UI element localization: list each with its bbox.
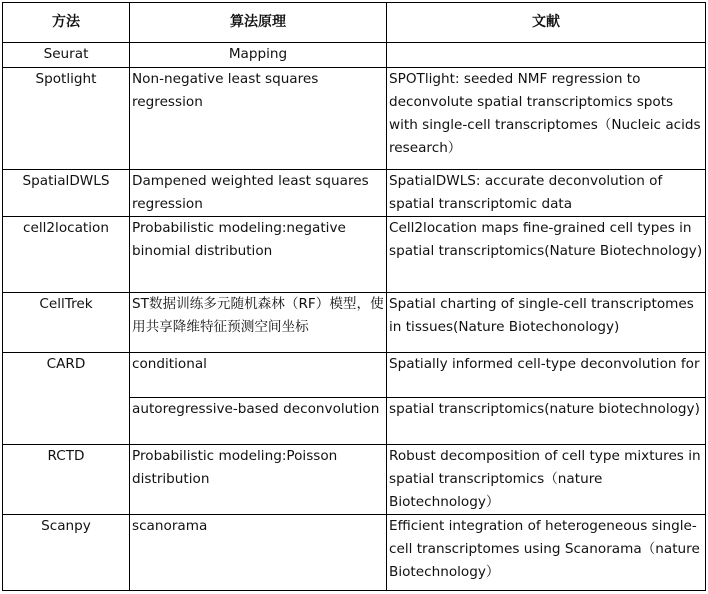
literature-cell: Spatial charting of single-cell transcriptomes in tissues(Nature Biotechonology) — [387, 293, 706, 353]
table-row-card-a — [3, 353, 706, 398]
method-cell: SpatialDWLS — [3, 170, 130, 217]
method-cell: CellTrek — [3, 293, 130, 353]
principle-cell: autoregressive-based deconvolution — [130, 398, 387, 445]
principle-cell: conditional — [130, 353, 387, 398]
method-cell: cell2location — [3, 217, 130, 293]
principle-cell: ST数据训练多元随机森林（RF）模型，使用共享降维特征预测空间坐标 — [130, 293, 387, 353]
header-method: 方法 — [3, 3, 130, 43]
method-cell: Scanpy — [3, 515, 130, 591]
method-cell: CARD — [3, 353, 130, 445]
method-cell: Seurat — [3, 43, 130, 68]
literature-cell: Robust decomposition of cell type mixtures in spatial transcriptomics（nature Biotechnology） — [387, 445, 706, 515]
table-row-spotlight — [3, 68, 706, 170]
methods-table-container — [2, 2, 706, 591]
principle-cell: scanorama — [130, 515, 387, 591]
method-cell: RCTD — [3, 445, 130, 515]
table-row-scanpy — [3, 515, 706, 591]
literature-cell: spatial transcriptomics(nature biotechnology) — [387, 398, 706, 445]
principle-cell: Probabilistic modeling:negative binomial distribution — [130, 217, 387, 293]
principle-cell: Mapping — [130, 43, 387, 68]
literature-cell: SPOTlight: seeded NMF regression to deconvolute spatial transcriptomics spots with single-cell transcriptomes（Nucleic acids research） — [387, 68, 706, 170]
header-row — [3, 3, 706, 43]
methods-table — [2, 2, 706, 591]
principle-cell: Dampened weighted least squares regression — [130, 170, 387, 217]
literature-cell: Spatially informed cell-type deconvolution for — [387, 353, 706, 398]
table-row-cell2location — [3, 217, 706, 293]
table-row-rctd — [3, 445, 706, 515]
table-row-seurat — [3, 43, 706, 68]
header-principle: 算法原理 — [130, 3, 387, 43]
literature-cell: SpatialDWLS: accurate deconvolution of spatial transcriptomic data — [387, 170, 706, 217]
literature-cell: Cell2location maps fine-grained cell types in spatial transcriptomics(Nature Biotechnology) — [387, 217, 706, 293]
principle-cell: Non-negative least squares regression — [130, 68, 387, 170]
literature-cell — [387, 43, 706, 68]
method-cell: Spotlight — [3, 68, 130, 170]
principle-cell: Probabilistic modeling:Poisson distribution — [130, 445, 387, 515]
table-row-spatialdwls — [3, 170, 706, 217]
table-row-celltrek — [3, 293, 706, 353]
header-literature: 文献 — [387, 3, 706, 43]
literature-cell: Efficient integration of heterogeneous single-cell transcriptomes using Scanorama（nature Biotechnology） — [387, 515, 706, 591]
